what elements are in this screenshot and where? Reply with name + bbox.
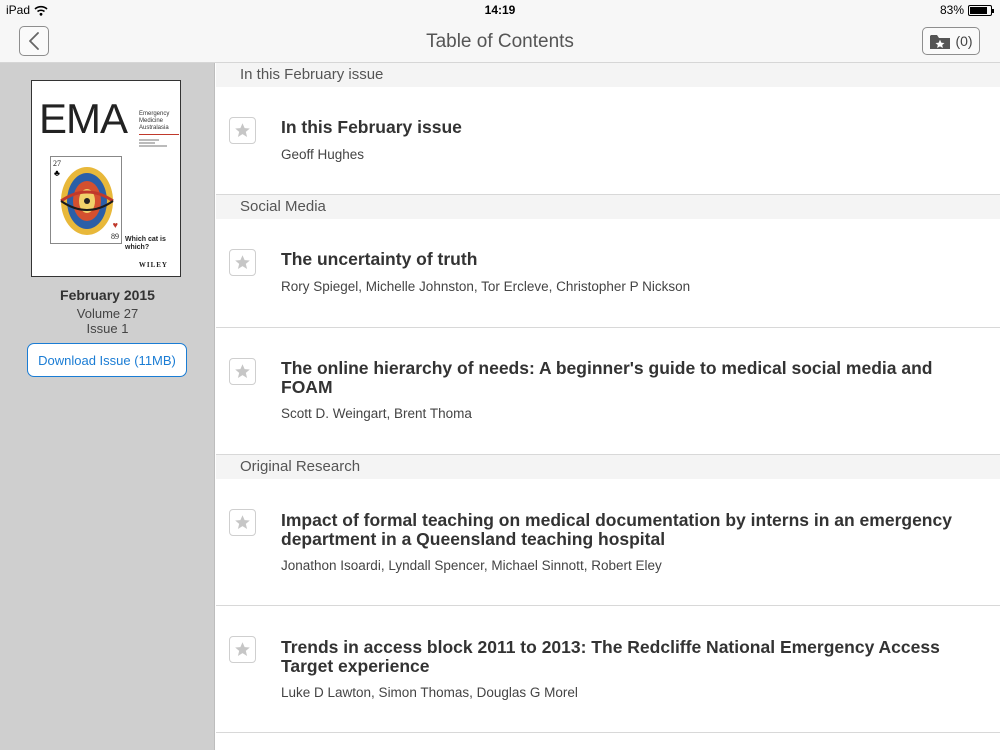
saved-articles-button[interactable] [922,27,980,55]
page-title: Table of Contents [426,31,574,52]
table-of-contents [216,63,1000,750]
article-title: Trends in access block 2011 to 2013: The Redcliffe National Emergency Access Target experience [281,637,940,676]
issue-number: Issue 1 [86,321,129,336]
article-row[interactable] [216,606,1000,733]
issue-month: February 2015 [60,287,155,303]
favorite-button[interactable] [229,358,256,385]
card-number: 27 [53,159,61,168]
article-row[interactable] [216,328,1000,455]
cover-issue-info [139,138,179,148]
article-authors: Rory Spiegel, Michelle Johnston, Tor Ercleve, Christopher P Nickson [281,279,691,294]
article-row[interactable] [216,87,1000,195]
star-icon [234,254,251,271]
section-header: In this February issue [216,63,1000,87]
cover-playing-card [50,156,122,244]
cover-publisher: WILEY [138,261,168,269]
article-authors: Geoff Hughes [281,147,365,162]
cover-divider [139,134,179,135]
section-header: Social Media [216,195,1000,219]
issue-sidebar [0,63,215,750]
status-right [940,3,992,17]
article-title: In this February issue [281,117,462,137]
article-row[interactable] [216,479,1000,606]
battery-icon [968,5,992,16]
heart-icon: ♥ [112,220,118,230]
battery-fill [970,7,987,14]
section-header: Original Research [216,455,1000,479]
favorite-button[interactable] [229,636,256,663]
article-authors: Scott D. Weingart, Brent Thoma [281,406,472,421]
article-row[interactable] [216,219,1000,328]
article-title: The online hierarchy of needs: A beginner's guide to medical social media and FOAM [281,358,933,397]
club-icon: ♣ [54,168,60,178]
status-bar [0,0,1000,20]
favorite-button[interactable] [229,249,256,276]
issue-cover[interactable] [31,80,181,277]
card-number-2: 89 [111,232,119,241]
saved-count: (0) [955,33,973,49]
article-authors: Jonathon Isoardi, Lyndall Spencer, Michael Sinnott, Robert Eley [281,558,662,573]
issue-volume: Volume 27 [76,306,139,321]
star-icon [234,122,251,139]
article-title: Impact of formal teaching on medical documentation by interns in an emergency department in a Queensland teaching hospital [281,510,952,549]
cover-logo: EMA [39,95,128,142]
favorite-button[interactable] [229,509,256,536]
folder-star-icon [929,33,951,50]
cover-journal-name: Emergency Medicine Australasia [139,111,170,131]
star-icon [234,641,251,658]
device-label: iPad [6,3,31,17]
battery-percent: 83% [939,3,964,17]
cover-illustration [58,163,116,239]
cover-caption: Which cat is which? [125,236,166,251]
star-icon [234,363,251,380]
navigation-bar [0,20,1000,63]
star-icon [234,514,251,531]
download-issue-button[interactable]: Download Issue (11MB) [27,343,187,377]
article-authors: Luke D Lawton, Simon Thomas, Douglas G Morel [281,685,578,700]
status-time: 14:19 [484,3,516,17]
article-title: The uncertainty of truth [281,249,478,269]
favorite-button[interactable] [229,117,256,144]
